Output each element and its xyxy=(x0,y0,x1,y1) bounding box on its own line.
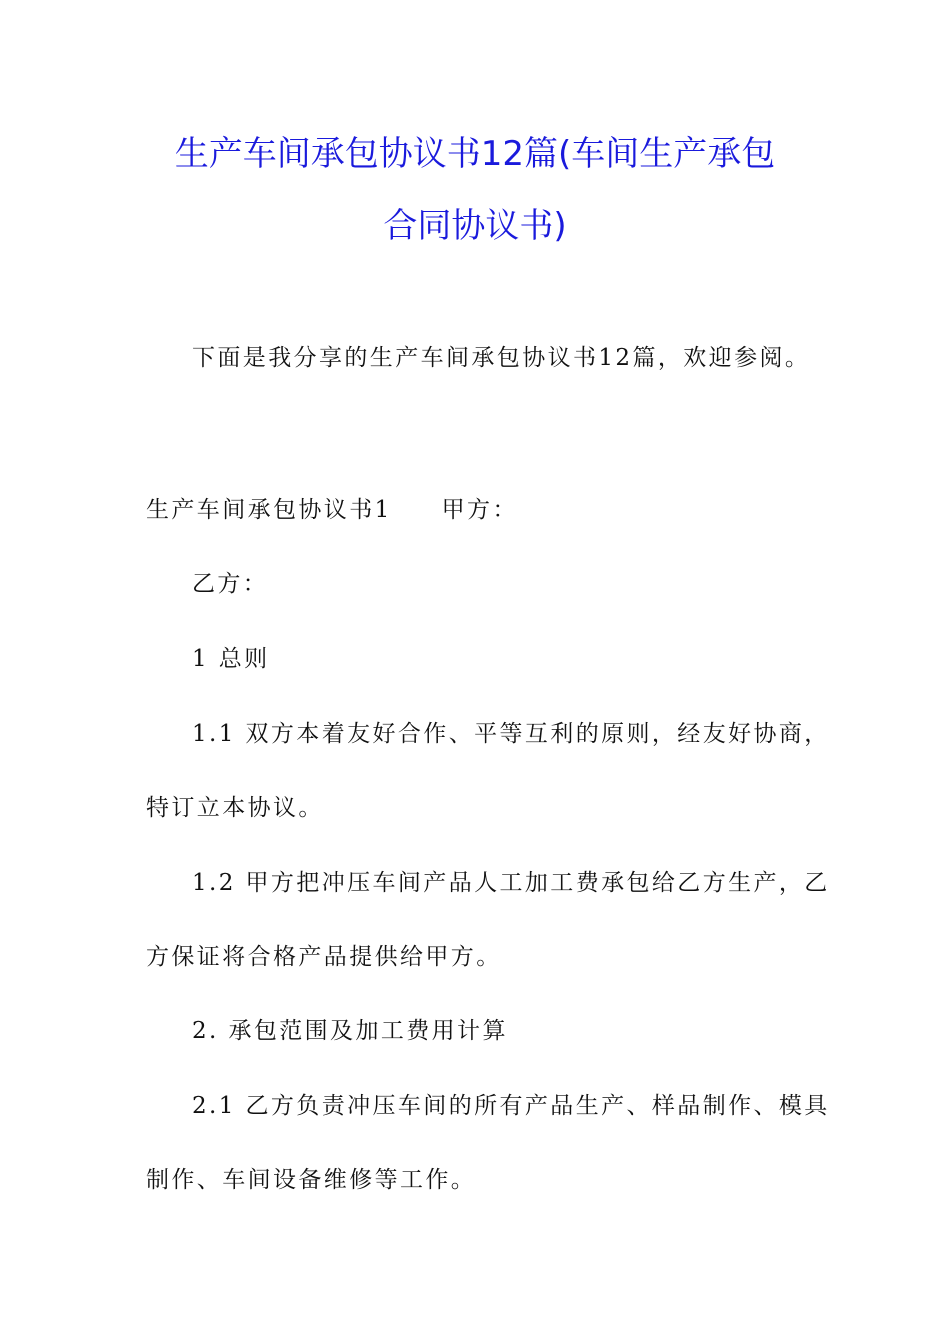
clause-2-heading: 2. 承包范围及加工费用计算 xyxy=(192,1018,508,1044)
section-heading: 生产车间承包协议书1 xyxy=(146,497,392,523)
clause-1-1-line-2: 特订立本协议。 xyxy=(146,795,324,821)
clause-1-2-line-1: 1.2 甲方把冲压车间产品人工加工费承包给乙方生产，乙 xyxy=(192,870,830,896)
clause-2-1-line-2: 制作、车间设备维修等工作。 xyxy=(146,1167,477,1193)
party-b-label: 乙方： xyxy=(192,571,269,597)
section-heading-row xyxy=(146,494,806,526)
clause-1-1-line-1: 1.1 双方本着友好合作、平等互利的原则，经友好协商， xyxy=(192,721,830,747)
clause-1-heading: 1 总则 xyxy=(192,646,270,672)
party-a-label: 甲方： xyxy=(441,497,518,523)
clause-1-2-line-2: 方保证将合格产品提供给甲方。 xyxy=(146,944,502,970)
clause-2-1-line-1: 2.1 乙方负责冲压车间的所有产品生产、样品制作、模具 xyxy=(192,1093,830,1119)
intro-paragraph: 下面是我分享的生产车间承包协议书12篇，欢迎参阅。 xyxy=(192,345,811,371)
document-title-line-1: 生产车间承包协议书12篇(车间生产承包 xyxy=(174,134,776,174)
document-title-line-2: 合同协议书) xyxy=(383,206,567,246)
